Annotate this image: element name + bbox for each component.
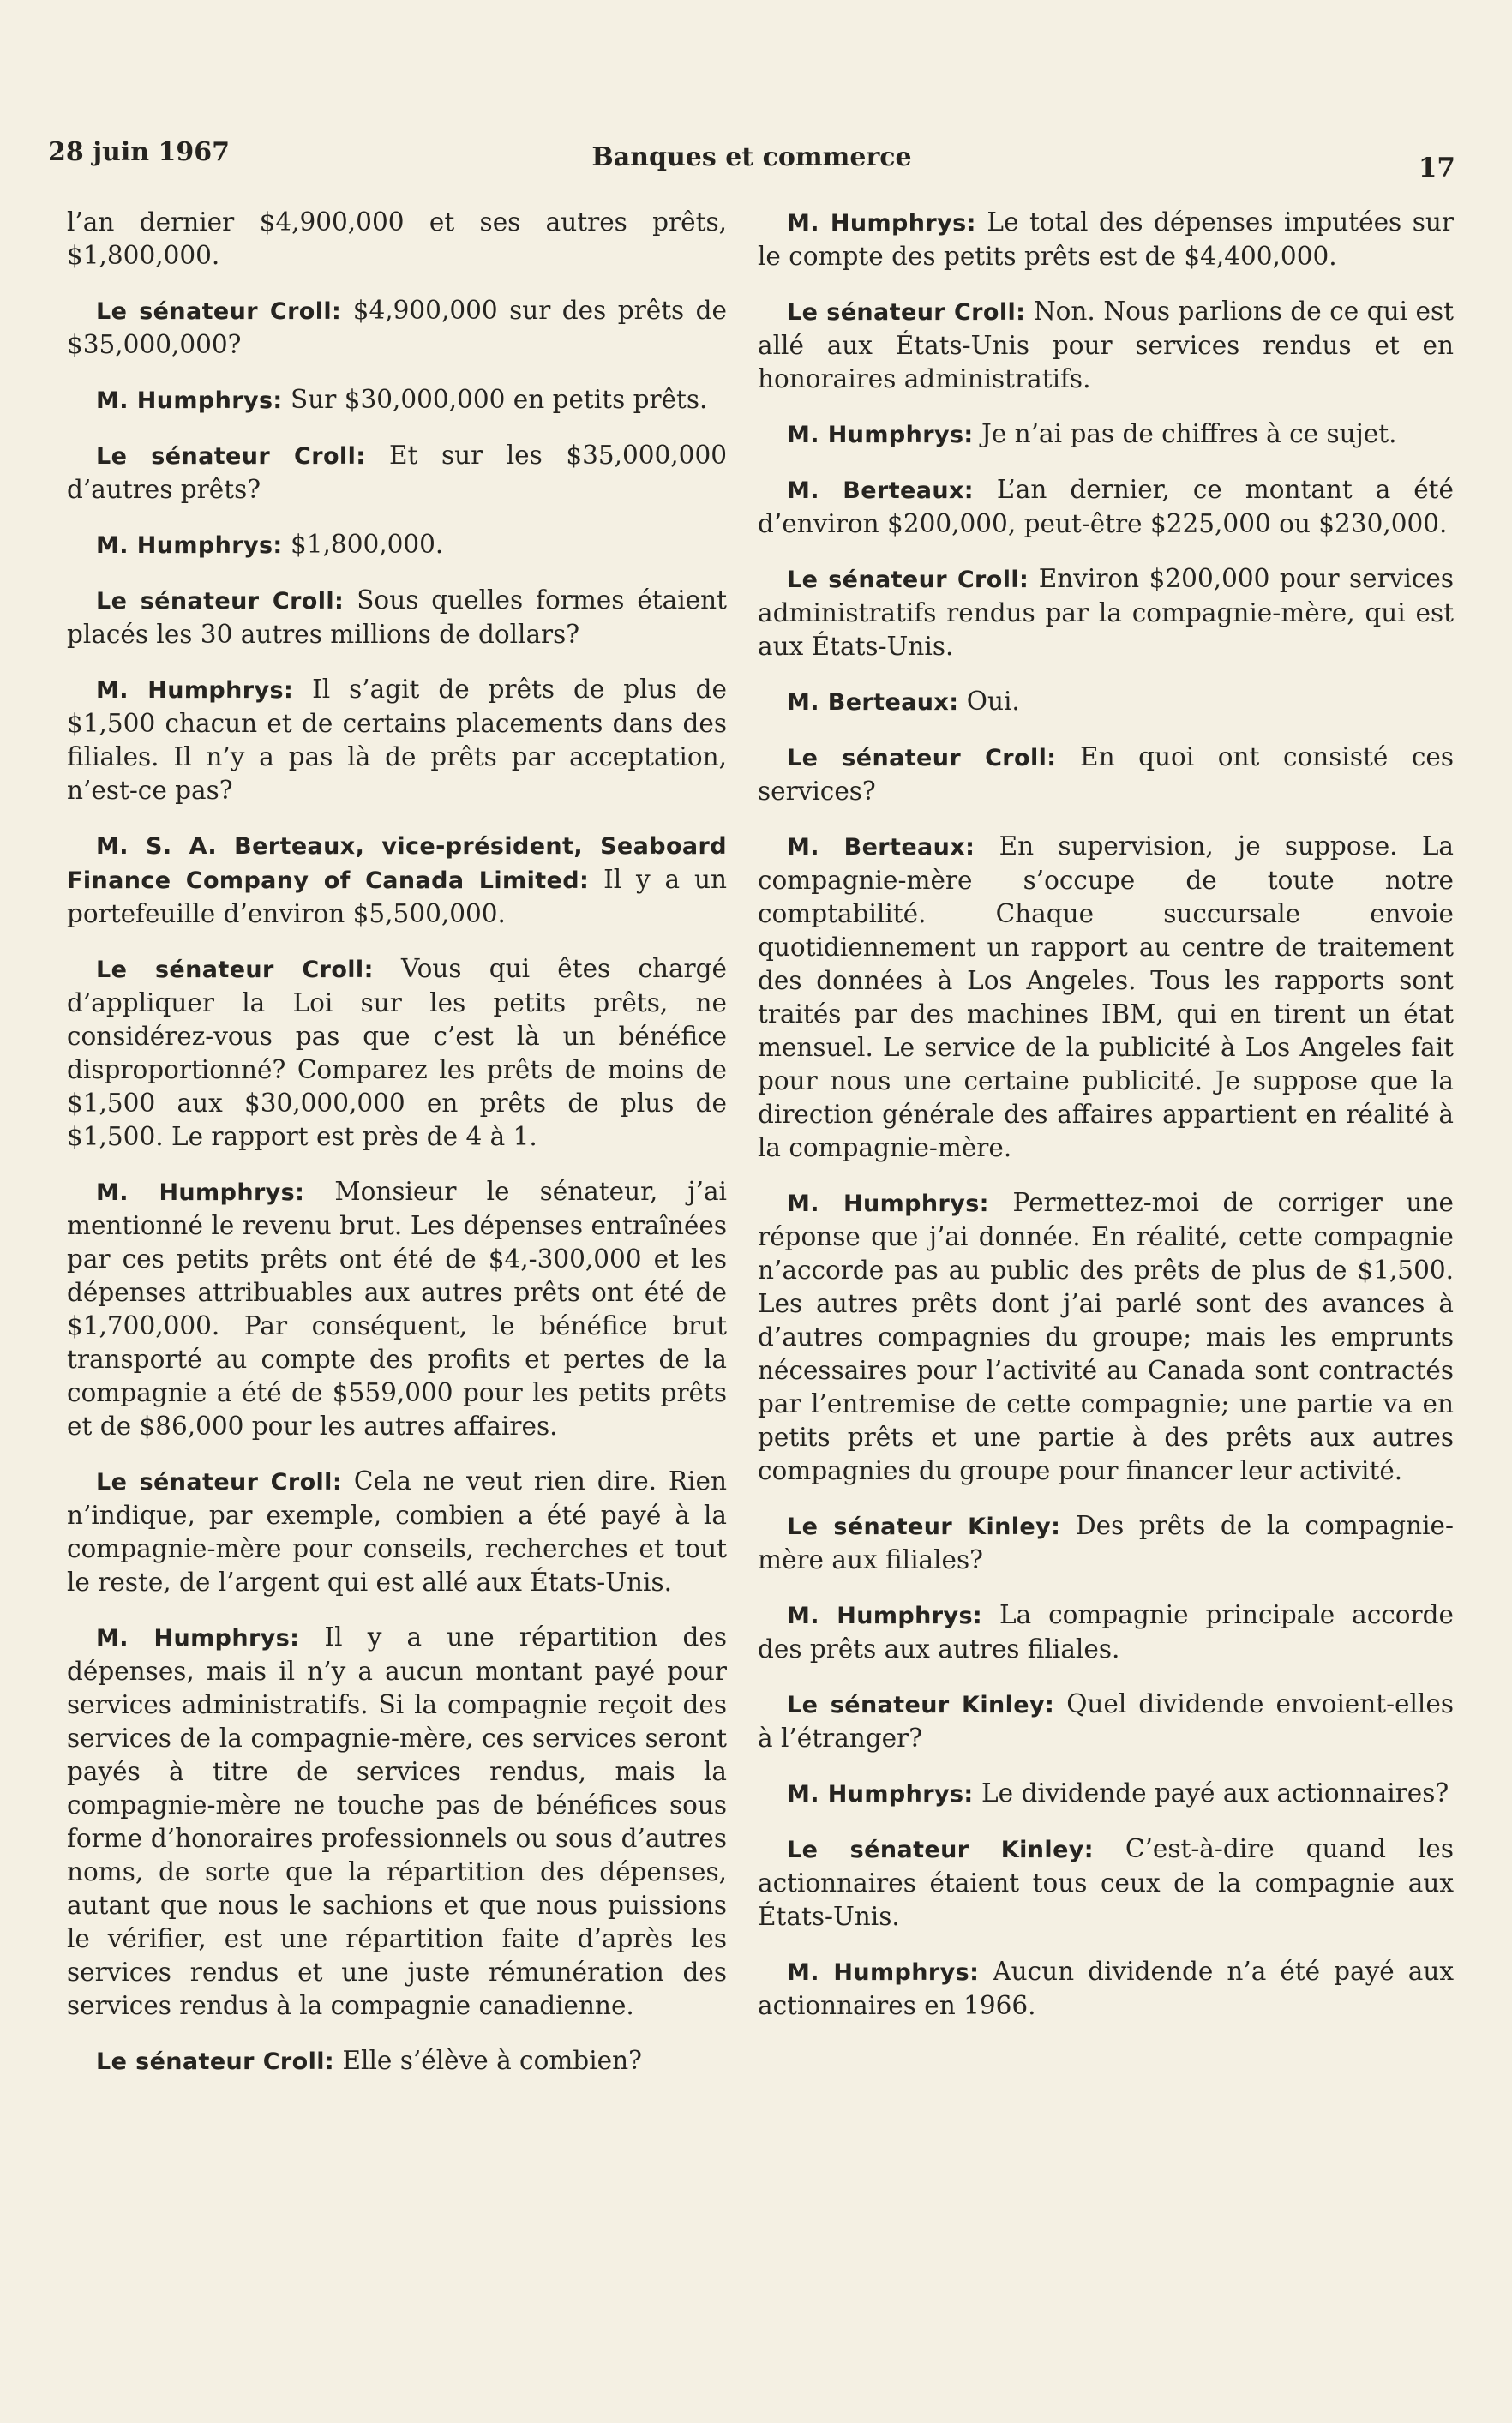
speaker-name: Le sénateur Kinley:: [787, 1514, 1061, 1540]
speaker-name: Le sénateur Croll:: [96, 443, 366, 470]
speaker-name: M. Humphrys:: [96, 677, 294, 704]
paragraph-text: $4,900,000 sur des prêts de $35,000,000?: [67, 296, 727, 359]
paragraph: [67, 952, 727, 1154]
paragraph-text: Et sur les $35,000,000 d’autres prêts?: [67, 441, 727, 504]
speaker-name: Le sénateur Croll:: [787, 299, 1026, 326]
header-date: 28 juin 1967: [48, 137, 231, 167]
paragraph: [67, 1465, 727, 1599]
speaker-name: M. Berteaux:: [787, 834, 975, 861]
paragraph-text: Monsieur le sénateur, j’ai mentionné le revenu brut. Les dépenses entraînées par ces petits prêts ont été de $4,-300,000 et les dépenses attribuables aux autres prêts ont été de $1,700,000. Par conséquent, le bénéfice brut transporté au compte des profits et pertes de la compagnie a été de $559,000 pour les petits prêts et de $86,000 pour les autres affaires.: [67, 1177, 727, 1441]
paragraph-text: Des prêts de la compagnie-mère aux filiales?: [758, 1511, 1454, 1574]
speaker-name: Le sénateur Croll:: [96, 957, 374, 983]
paragraph: [758, 1777, 1454, 1811]
speaker-name: M. Humphrys:: [787, 1781, 974, 1808]
speaker-name: Le sénateur Croll:: [787, 567, 1029, 593]
paragraph: [758, 417, 1454, 452]
paragraph-text: Elle s’élève à combien?: [342, 2046, 642, 2075]
paragraph: [67, 1621, 727, 2023]
paragraph: [758, 295, 1454, 396]
paragraph: [67, 673, 727, 807]
page-header: [48, 137, 1455, 185]
speaker-name: Le sénateur Kinley:: [787, 1692, 1055, 1718]
speaker-name: M. Humphrys:: [96, 1179, 305, 1206]
speaker-name: Le sénateur Croll:: [96, 298, 342, 325]
paragraph: [67, 439, 727, 507]
speaker-name: M. S. A. Berteaux, vice-président, Seaboard Finance Company of Canada Limited:: [67, 833, 727, 894]
paragraph-text: Oui.: [966, 687, 1020, 716]
paragraph-text: Sous quelles formes étaient placés les 30 autres millions de dollars?: [67, 585, 727, 649]
paragraph: [758, 1598, 1454, 1666]
speaker-name: M. Humphrys:: [787, 210, 976, 237]
paragraph: [67, 584, 727, 651]
speaker-name: M. Humphrys:: [787, 1191, 989, 1217]
paragraph: [758, 206, 1454, 273]
speaker-name: M. Berteaux:: [787, 477, 974, 504]
paragraph: [758, 1832, 1454, 1934]
paragraph: [758, 562, 1454, 663]
paragraph-text: En quoi ont consisté ces services?: [758, 742, 1454, 806]
paragraph-text: Non. Nous parlions de ce qui est allé aux États-Unis pour services rendus et en honoraires administratifs.: [758, 297, 1454, 393]
speaker-name: Le sénateur Croll:: [96, 2048, 335, 2075]
speaker-name: Le sénateur Croll:: [96, 1469, 343, 1496]
paragraph: [758, 473, 1454, 541]
paragraph-text: C’est-à-dire quand les actionnaires étaient tous ceux de la compagnie aux États-Unis.: [758, 1834, 1454, 1931]
speaker-name: M. Humphrys:: [787, 422, 974, 448]
paragraph: [67, 528, 727, 562]
page-number: 17: [1418, 153, 1455, 183]
speaker-name: Le sénateur Croll:: [787, 745, 1057, 771]
paragraph-text: Vous qui êtes chargé d’appliquer la Loi sur les petits prêts, ne considérez-vous pas que c’est là un bénéfice disproportionné? Comparez les prêts de moins de $1,500 aux $30,000,000 en prêts de plus de $1,500. Le rapport est près de 4 à 1.: [67, 954, 727, 1151]
speaker-name: Le sénateur Kinley:: [787, 1837, 1094, 1863]
paragraph-text: Le dividende payé aux actionnaires?: [981, 1778, 1449, 1808]
paragraph-text: L’an dernier, ce montant a été d’environ $200,000, peut-être $225,000 ou $230,000.: [758, 475, 1454, 538]
paragraph-text: Il y a une répartition des dépenses, mais il n’y a aucun montant payé pour services administratifs. Si la compagnie reçoit des services de la compagnie-mère, ces services seront payés à titre de services rendus, mais la compagnie-mère ne touche pas de bénéfices sous forme d’honoraires professionnels ou sous d’autres noms, de sorte que la répartition des dépenses, autant que nous le sachions et que nous puissions le vérifier, est une répartition faite d’après les services rendus et une juste rémunération des services rendus à la compagnie canadienne.: [67, 1622, 727, 2020]
paragraph-text: Je n’ai pas de chiffres à ce sujet.: [981, 419, 1397, 448]
paragraph: [67, 2044, 727, 2078]
paragraph: [758, 1186, 1454, 1488]
speaker-name: M. Humphrys:: [96, 387, 283, 414]
paragraph: [758, 1688, 1454, 1755]
paragraph-text: Le total des dépenses imputées sur le compte des petits prêts est de $4,400,000.: [758, 207, 1454, 271]
paragraph: [67, 206, 727, 273]
right-column: [758, 206, 1454, 2044]
paragraph: [758, 1509, 1454, 1577]
paragraph: [758, 685, 1454, 719]
paragraph: [67, 294, 727, 362]
speaker-name: Le sénateur Croll:: [96, 588, 345, 615]
paragraph: [67, 1175, 727, 1443]
paragraph-text: Sur $30,000,000 en petits prêts.: [291, 385, 708, 414]
paragraph: [67, 383, 727, 417]
paragraph-text: $1,800,000.: [291, 530, 444, 559]
paragraph-text: Cela ne veut rien dire. Rien n’indique, par exemple, combien a été payé à la compagnie-mère pour conseils, recherches et tout le reste, de l’argent qui est allé aux États-Unis.: [67, 1466, 727, 1597]
paragraph: [758, 830, 1454, 1165]
speaker-name: M. Humphrys:: [787, 1959, 980, 1986]
speaker-name: M. Berteaux:: [787, 689, 959, 716]
paragraph-text: Environ $200,000 pour services administratifs rendus par la compagnie-mère, qui est aux États-Unis.: [758, 564, 1454, 661]
paragraph-text: Quel dividende envoient-elles à l’étranger?: [758, 1689, 1454, 1753]
paragraph-text: l’an dernier $4,900,000 et ses autres prêts, $1,800,000.: [67, 207, 727, 270]
speaker-name: M. Humphrys:: [96, 1625, 300, 1652]
paragraph-text: Il y a un portefeuille d’environ $5,500,000.: [67, 865, 727, 928]
paragraph-text: La compagnie principale accorde des prêts aux autres filiales.: [758, 1600, 1454, 1664]
paragraph-text: Aucun dividende n’a été payé aux actionnaires en 1966.: [758, 1957, 1454, 2020]
paragraph-text: Permettez-moi de corriger une réponse que j’ai donnée. En réalité, cette compagnie n’accorde pas au public des prêts de plus de $1,500. Les autres prêts dont j’ai parlé sont des avances à d’autres compagnies du groupe; mais les emprunts nécessaires pour l’activité au Canada sont contractés par l’entremise de cette compagnie; une partie va en petits prêts et une partie à des prêts aux autres compagnies du groupe pour financer leur activité.: [758, 1188, 1454, 1485]
paragraph: [758, 1955, 1454, 2023]
paragraph: [758, 741, 1454, 808]
header-title: Banques et commerce: [591, 142, 912, 172]
speaker-name: M. Humphrys:: [96, 532, 283, 559]
paragraph-text: Il s’agit de prêts de plus de $1,500 chacun et de certains placements dans des filiales. Il n’y a pas là de prêts par acceptation, n’est-ce pas?: [67, 675, 727, 805]
paragraph: [67, 829, 727, 931]
speaker-name: M. Humphrys:: [787, 1603, 983, 1629]
left-column: [67, 206, 727, 2100]
paragraph-text: En supervision, je suppose. La compagnie-mère s’occupe de toute notre comptabilité. Chaque succursale envoie quotidiennement un rapport au centre de traitement des données à Los Angeles. Tous les rapports sont traités par des machines IBM, qui en tirent un état mensuel. Le service de la publicité à Los Angeles fait pour nous une certaine publicité. Je suppose que la direction générale des affaires appartient en réalité à la compagnie-mère.: [758, 831, 1454, 1162]
